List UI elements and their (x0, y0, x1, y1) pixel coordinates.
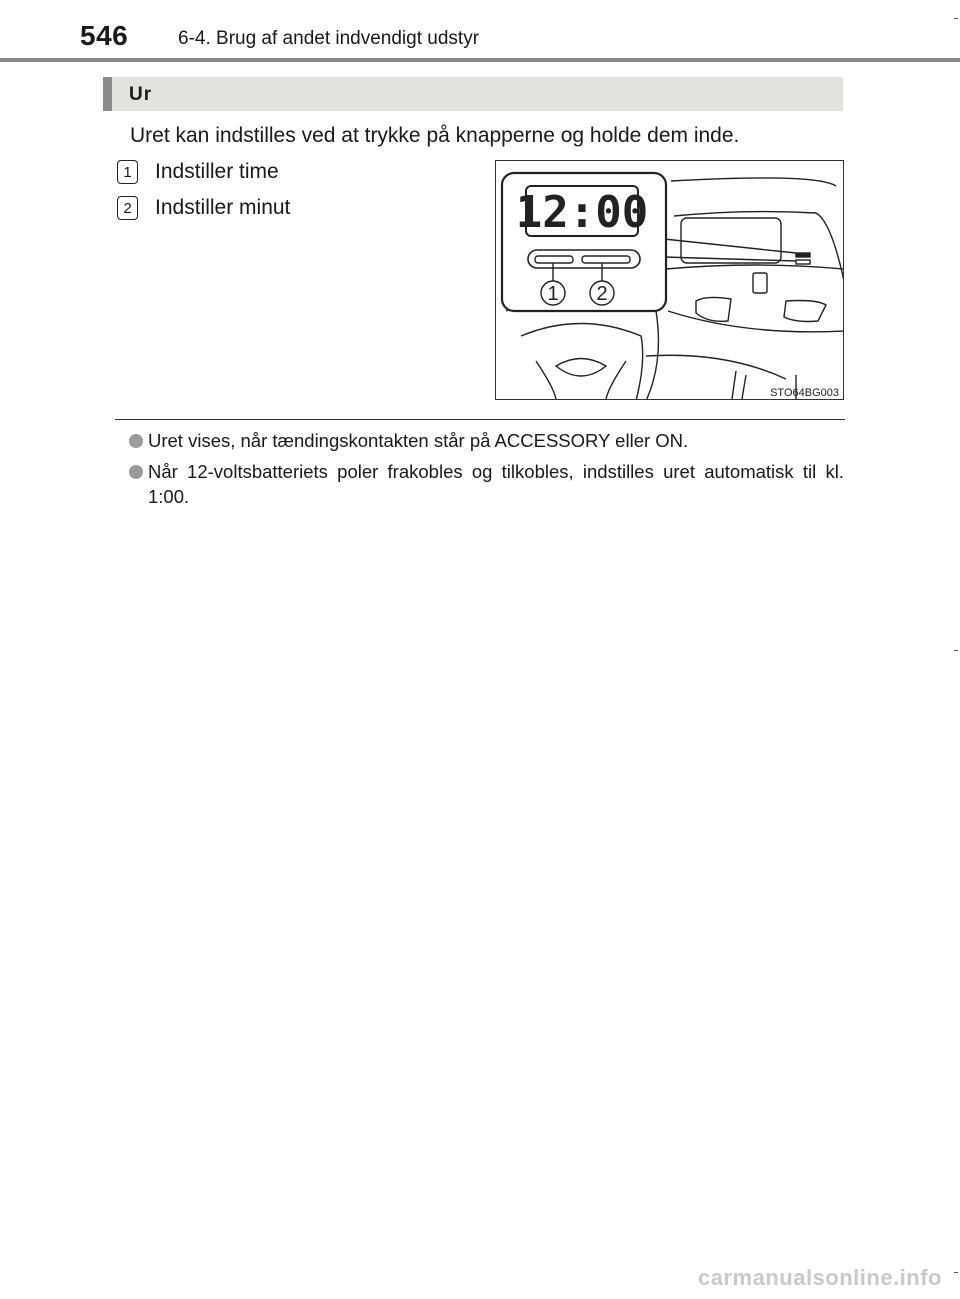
bullet-icon (129, 465, 143, 479)
intro-text: Uret kan indstilles ved at trykke på knapperne og holde dem inde. (130, 124, 740, 147)
item-label-hour: Indstiller time (155, 160, 279, 183)
item-number-badge: 1 (117, 160, 138, 184)
crop-mark (954, 1272, 958, 1273)
crop-mark (954, 18, 958, 19)
note-item (129, 428, 844, 453)
section-divider (115, 419, 845, 420)
item-label-minute: Indstiller minut (155, 196, 291, 219)
figure-code: STO64BG003 (770, 387, 839, 399)
bullet-icon (129, 434, 143, 448)
section-header (103, 77, 843, 111)
watermark: carmanualsonline.info (698, 1265, 942, 1290)
callout-1: 1 (547, 283, 559, 305)
header-rule (0, 58, 960, 62)
page-number: 546 (80, 20, 129, 51)
crop-mark (954, 650, 958, 651)
note-text: Uret vises, når tændingskontakten står på ACCESSORY eller ON. (148, 430, 689, 451)
clock-illustration (495, 160, 844, 400)
section-title: Ur (129, 84, 153, 105)
note-item (129, 459, 844, 509)
note-text: Når 12-voltsbatteriets poler frakobles og tilkobles, indstilles uret automatisk til kl. 1:00. (148, 461, 844, 507)
chapter-title: 6-4. Brug af andet indvendigt udstyr (178, 28, 480, 49)
clock-display: 12:00 (515, 187, 649, 238)
item-number-badge: 2 (117, 196, 138, 220)
callout-2: 2 (596, 283, 608, 305)
